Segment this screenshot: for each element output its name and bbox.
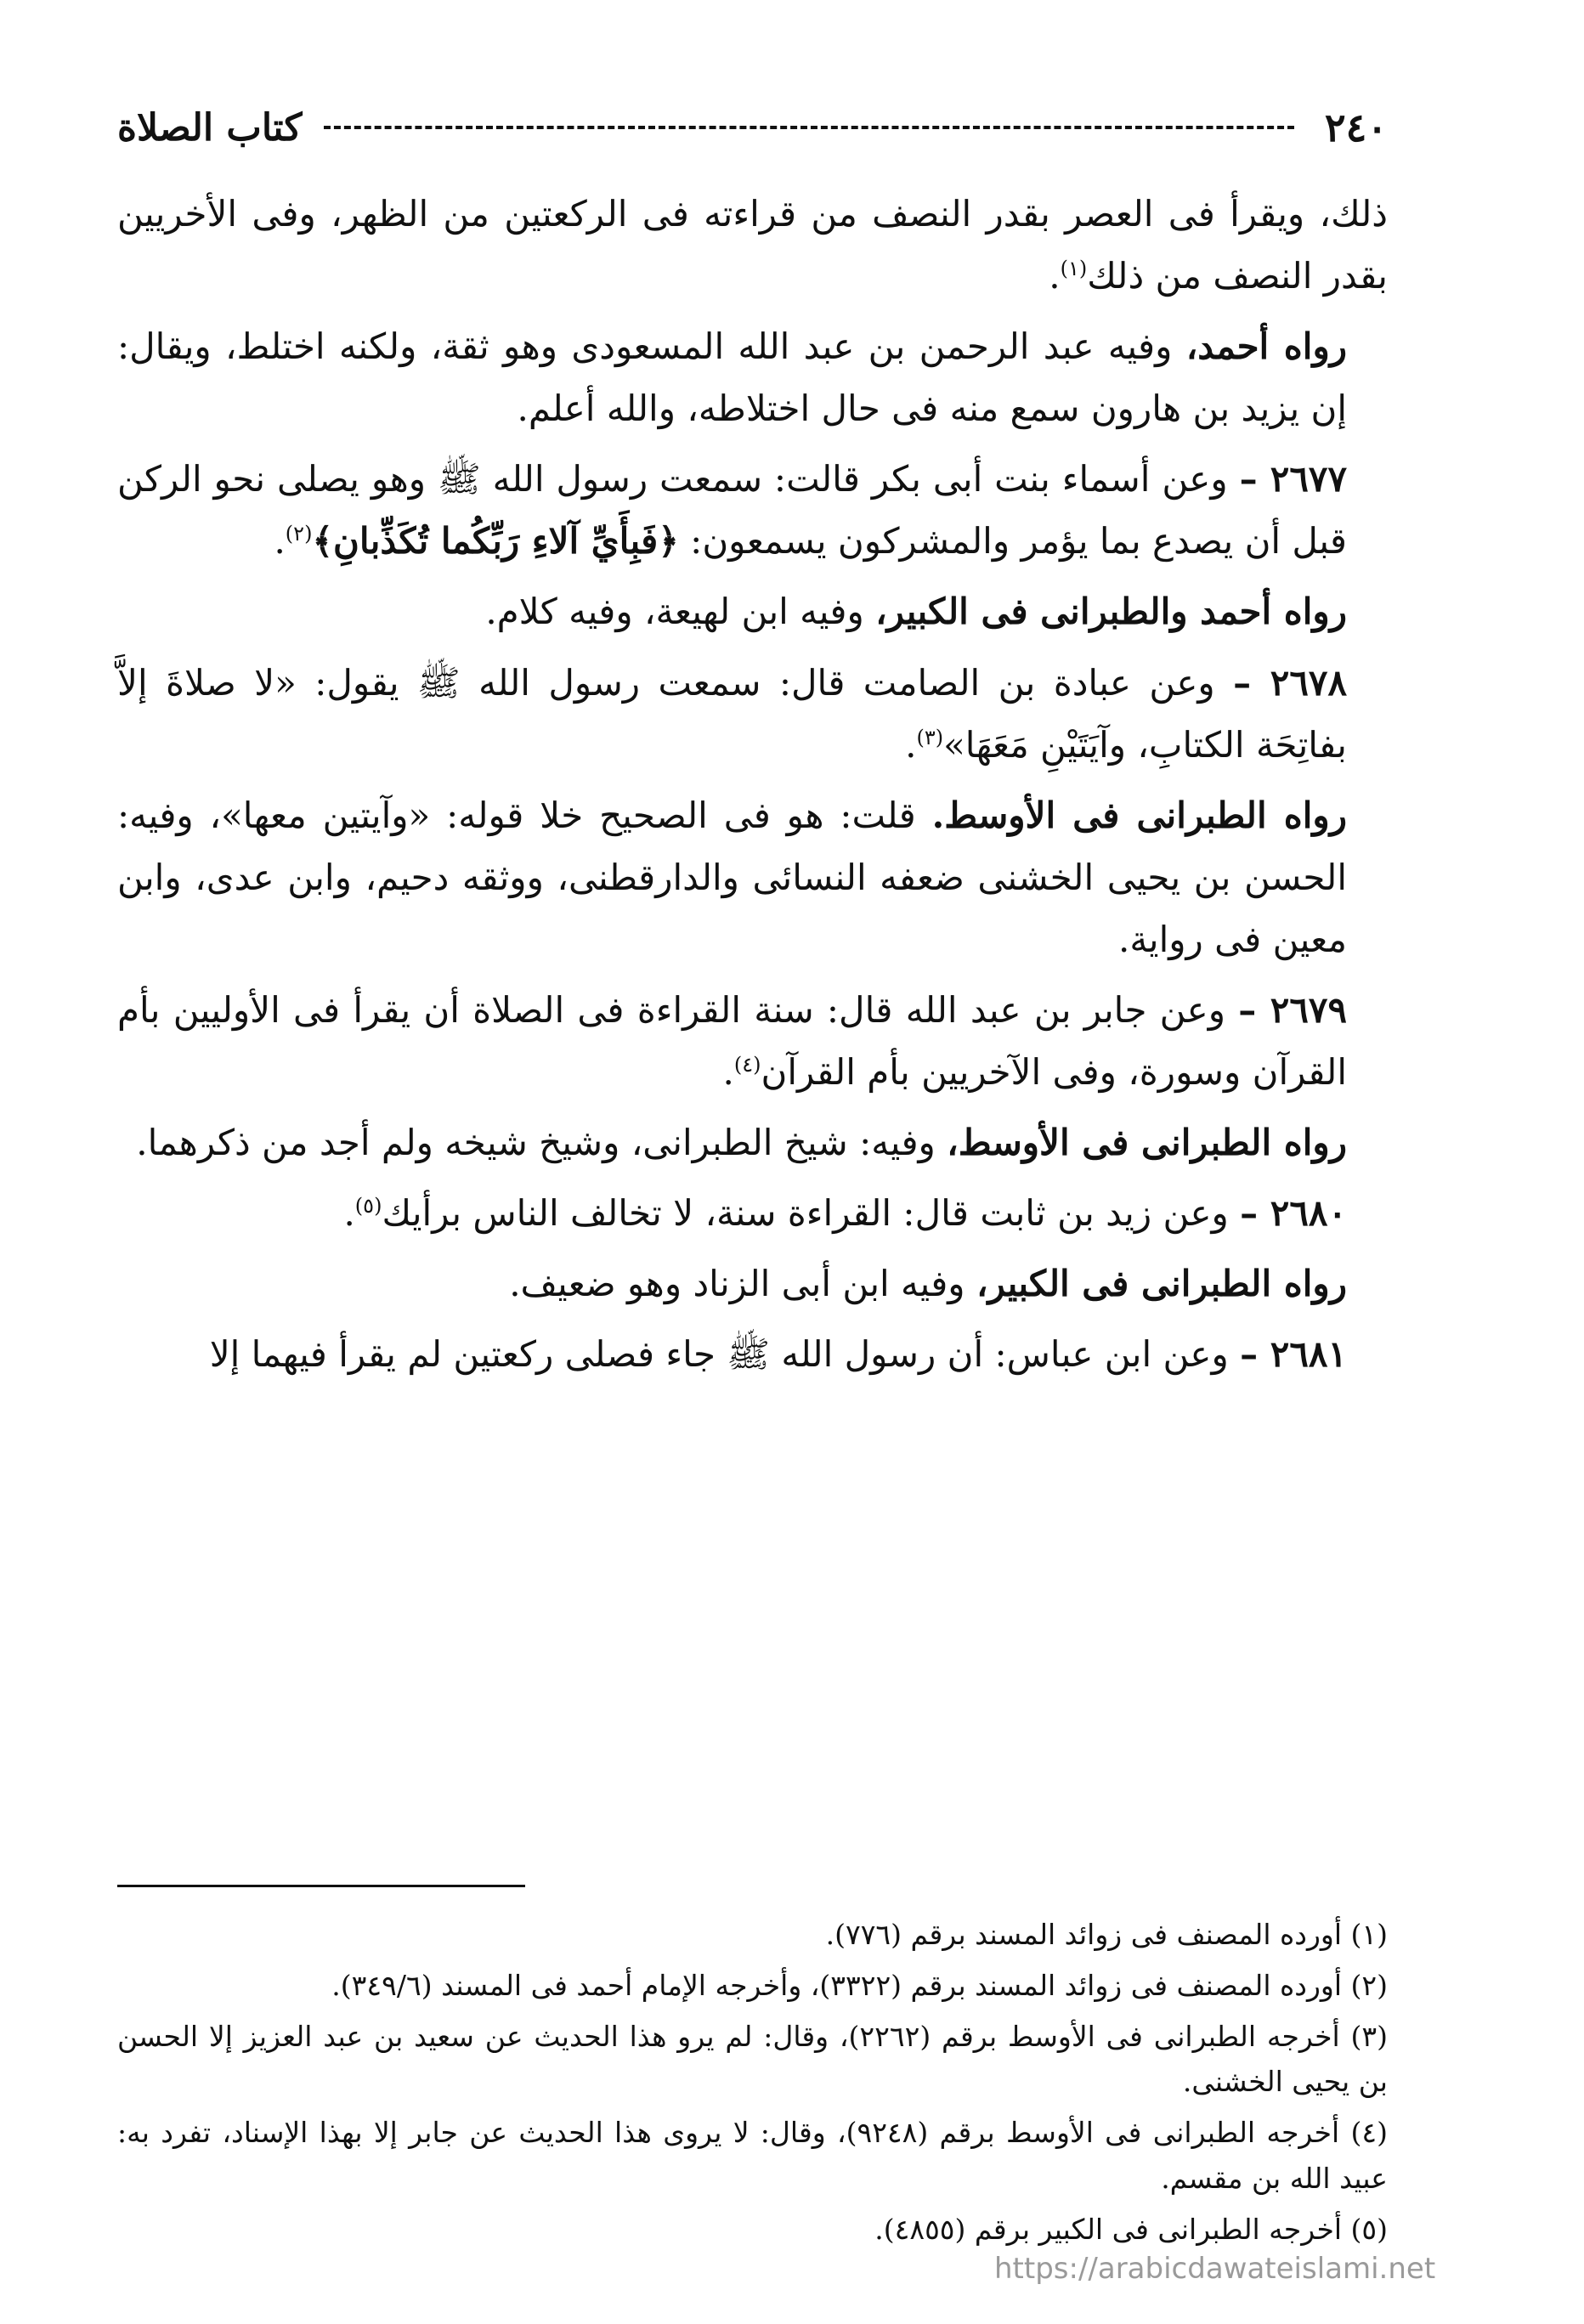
source-label: رواه أحمد، [1185, 325, 1348, 368]
hadith-2680: ٢٦٨٠ – وعن زيد بن ثابت قال: القراءة سنة، لا تخالف الناس برأيك$^{(٥)}$. [343, 1192, 1347, 1235]
book-title: كتاب الصلاة [117, 105, 303, 150]
hadith-number: ٢٦٧٩ – [1238, 988, 1347, 1031]
source-note: رواه الطبرانى فى الكبير، وفيه ابن أبى الزناد وهو ضعيف. [509, 1263, 1347, 1305]
hadith-number: ٢٦٧٨ – [1233, 661, 1347, 704]
footnote-3: (٣) أخرجه الطبرانى فى الأوسط برقم (٢٢٦٢)، وقال: لم يرو هذا الحديث عن سعيد بن عبد العزيز إلا الحسن بن يحيى الخشنى. [117, 2019, 1388, 2099]
hadith-2677: ٢٦٧٧ – وعن أسماء بنت أبى بكر قالت: سمعت رسول الله ﷺ وهو يصلى نحو الركن قبل أن يصدع بما يؤمر والمشركون يسمعون: ﴿فَبِأَيِّ آلاءِ رَبِّكُما تُكَذِّبانِ﴾$^{(٢)}$. [117, 458, 1347, 563]
source-watermark: https://arabicdawateislami.net [994, 2252, 1436, 2286]
footnote-5: (٥) أخرجه الطبرانى فى الكبير برقم (٤٨٥٥). [874, 2212, 1388, 2246]
footnote-4: (٤) أخرجه الطبرانى فى الأوسط برقم (٩٢٤٨)، وقال: لا يروى هذا الحديث عن جابر إلا بهذا الإسناد، تفرد به: عبيد الله بن مقسم. [117, 2116, 1388, 2195]
hadith-2679: ٢٦٧٩ – وعن جابر بن عبد الله قال: سنة القراءة فى الصلاة أن يقرأ فى الأوليين بأم القرآن وسورة، وفى الآخريين بأم القرآن$^{(٤)}$. [117, 988, 1347, 1094]
footnote-ref: (٢) [285, 522, 313, 546]
source-label: رواه الطبرانى فى الأوسط. [931, 794, 1347, 836]
source-note: رواه الطبرانى فى الأوسط. قلت: هو فى الصحيح خلا قوله: «وآيتين معها»، وفيه: الحسن بن يحيى الخشنى ضعفه النسائى والدارقطنى، ووثقه دحيم، وابن عدى، وابن معين فى رواية. [117, 794, 1347, 960]
footnote-ref: (٥) [354, 1194, 382, 1219]
source-note: رواه أحمد، وفيه عبد الرحمن بن عبد الله المسعودى وهو ثقة، ولكنه اختلط، ويقال: إن يزيد بن هارون سمع منه فى حال اختلاطه، والله أعلم. [117, 325, 1348, 430]
page-body [117, 183, 1388, 1394]
footnote-2: (٢) أورده المصنف فى زوائد المسند برقم (٣٣٢٢)، وأخرجه الإمام أحمد فى المسند (٣٤٩/٦). [331, 1968, 1388, 2002]
source-label: رواه الطبرانى فى الكبير، [976, 1263, 1347, 1305]
footnote-divider [117, 1885, 525, 1887]
footnote-1: (١) أورده المصنف فى زوائد المسند برقم (٧٧٦). [825, 1918, 1388, 1951]
hadith-number: ٢٦٨١ – [1240, 1333, 1347, 1376]
page-number: ٢٤٠ [1324, 105, 1388, 150]
source-label: رواه أحمد والطبرانى فى الكبير، [875, 591, 1347, 633]
hadith-number: ٢٦٨٠ – [1240, 1192, 1347, 1235]
source-note: رواه الطبرانى فى الأوسط، وفيه: شيخ الطبرانى، وشيخ شيخه ولم أجد من ذكرهما. [136, 1122, 1347, 1164]
footnote-ref: (١) [1060, 257, 1088, 281]
header-divider [324, 126, 1293, 129]
footnote-ref: (٣) [916, 725, 944, 749]
quran-verse: ﴿فَبِأَيِّ آلاءِ رَبِّكُما تُكَذِّبانِ﴾ [312, 520, 679, 563]
source-note: رواه أحمد والطبرانى فى الكبير، وفيه ابن لهيعة، وفيه كلام. [485, 591, 1347, 633]
footnotes [117, 1912, 1388, 2257]
paragraph-continuation: ذلك، ويقرأ فى العصر بقدر النصف من قراءته فى الركعتين من الظهر، وفى الأخريين بقدر النصف من ذلك$^{(١)}$. [117, 193, 1388, 297]
hadith-2681: ٢٦٨١ – وعن ابن عباس: أن رسول الله ﷺ جاء فصلى ركعتين لم يقرأ فيهما إلا [209, 1333, 1347, 1376]
book-page [117, 102, 1388, 2277]
hadith-2678: ٢٦٧٨ – وعن عبادة بن الصامت قال: سمعت رسول الله ﷺ يقول: «لا صلاةَ إلاَّ بفاتِحَة الكتابِ، وآيَتَيْنِ مَعَهَا»$^{(٣)}$. [117, 661, 1347, 766]
footnote-ref: (٤) [733, 1053, 761, 1077]
source-label: رواه الطبرانى فى الأوسط، [947, 1122, 1347, 1164]
hadith-number: ٢٦٧٧ – [1239, 458, 1347, 500]
page-header [117, 102, 1388, 153]
